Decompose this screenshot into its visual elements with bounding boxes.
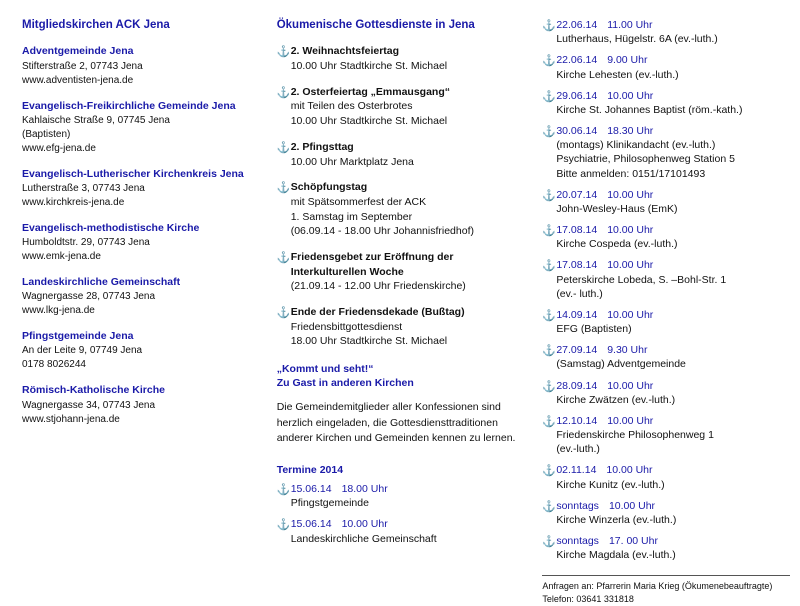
service-detail: 18.00 Uhr Stadtkirche St. Michael bbox=[290, 335, 448, 348]
entry-date: sonntags bbox=[556, 499, 599, 512]
church-entry bbox=[22, 329, 269, 372]
invitation-heading bbox=[277, 363, 531, 390]
footer-phone: Telefon: 03641 331818 bbox=[542, 593, 634, 604]
service-detail: mit Teilen des Osterbrotes bbox=[290, 100, 413, 113]
entry-location: Peterskirche Lobeda, S. –Bohl-Str. 1 bbox=[556, 273, 727, 286]
service-detail: mit Spätsommerfest der ACK bbox=[290, 195, 427, 208]
entry-date-time bbox=[556, 379, 790, 393]
church-note: (Baptisten) bbox=[22, 128, 71, 140]
footer-contact bbox=[542, 575, 790, 606]
service-item bbox=[277, 305, 531, 349]
anchor-icon: ⚓ bbox=[276, 519, 291, 532]
service-detail: 10.00 Uhr Marktplatz Jena bbox=[290, 155, 414, 168]
column-member-churches bbox=[10, 18, 277, 555]
church-name: Evangelisch-Lutherischer Kirchenkreis Jena bbox=[22, 167, 244, 180]
entry-location-detail: Psychiatrie, Philosophenweg Station 5 bbox=[556, 153, 735, 166]
anchor-icon: ⚓ bbox=[542, 380, 557, 393]
service-item bbox=[277, 180, 531, 239]
anchor-icon: ⚓ bbox=[542, 260, 557, 273]
entry-date-time bbox=[556, 223, 790, 237]
date-entry bbox=[542, 534, 790, 562]
service-item bbox=[277, 250, 531, 294]
date-entry bbox=[542, 223, 790, 251]
church-website: www.emk-jena.de bbox=[22, 251, 101, 263]
entry-date-time bbox=[556, 53, 790, 67]
entry-location: (Samstag) Adventgemeinde bbox=[556, 358, 686, 371]
anchor-icon: ⚓ bbox=[542, 415, 557, 428]
entry-location: Kirche Magdala (ev.-luth.) bbox=[556, 549, 676, 562]
entry-location: John-Wesley-Haus (EmK) bbox=[556, 202, 678, 215]
anchor-icon: ⚓ bbox=[542, 20, 557, 32]
entry-date: 29.06.14 bbox=[556, 89, 598, 102]
anchor-icon: ⚓ bbox=[542, 309, 557, 322]
entry-date-time bbox=[556, 534, 790, 548]
service-detail: (06.09.14 - 18.00 Uhr Johannisfriedhof) bbox=[290, 225, 474, 238]
service-title: 2. Osterfeiertag „Emmausgang“ bbox=[290, 85, 451, 98]
entry-date: 30.06.14 bbox=[556, 125, 598, 138]
church-name: Adventgemeinde Jena bbox=[22, 45, 134, 58]
church-address: Humboldtstr. 29, 07743 Jena bbox=[22, 237, 150, 249]
church-name: Evangelisch-methodistische Kirche bbox=[22, 221, 200, 234]
entry-date: 17.08.14 bbox=[556, 224, 598, 237]
entry-time: 10.00 Uhr bbox=[607, 414, 654, 427]
termin-date-time bbox=[291, 517, 531, 531]
anchor-icon: ⚓ bbox=[276, 86, 291, 99]
termin-entry bbox=[277, 482, 531, 510]
date-entry bbox=[542, 343, 790, 371]
entry-date-time bbox=[556, 463, 790, 477]
church-entry bbox=[22, 99, 269, 156]
church-name: Pfingstgemeinde Jena bbox=[22, 330, 134, 343]
anchor-icon: ⚓ bbox=[542, 345, 557, 358]
entry-time: 10.00 Uhr bbox=[607, 224, 654, 237]
date-entry bbox=[542, 124, 790, 181]
anchor-icon: ⚓ bbox=[542, 225, 557, 238]
entry-date-time bbox=[556, 499, 790, 513]
church-phone: 0178 8026244 bbox=[22, 359, 86, 371]
entry-date-time bbox=[556, 308, 790, 322]
church-website: www.lkg-jena.de bbox=[22, 305, 95, 317]
church-entry bbox=[22, 44, 269, 87]
entry-date: sonntags bbox=[556, 535, 599, 548]
termin-location: Landeskirchliche Gemeinschaft bbox=[290, 532, 437, 545]
entry-time: 9.30 Uhr bbox=[607, 344, 648, 357]
entry-location: Lutherhaus, Hügelstr. 6A (ev.-luth.) bbox=[556, 33, 718, 46]
entry-date: 27.09.14 bbox=[556, 344, 598, 357]
entry-time: 11.00 Uhr bbox=[607, 19, 653, 31]
date-entry bbox=[542, 258, 790, 301]
termin-time: 10.00 Uhr bbox=[341, 518, 388, 531]
termin-date: 15.06.14 bbox=[290, 518, 332, 531]
date-entry bbox=[542, 499, 790, 527]
entry-location: Kirche Lehesten (ev.-luth.) bbox=[556, 68, 679, 81]
entry-time: 10.00 Uhr bbox=[607, 259, 654, 272]
entry-date-time bbox=[556, 89, 790, 103]
entry-date: 14.09.14 bbox=[556, 308, 598, 321]
date-entry bbox=[542, 379, 790, 407]
entry-location: Kirche Kunitz (ev.-luth.) bbox=[556, 478, 665, 491]
termin-entry bbox=[277, 517, 531, 545]
column-ecumenical-services bbox=[277, 18, 539, 555]
entry-date-time bbox=[556, 188, 790, 202]
church-website: www.stjohann-jena.de bbox=[22, 413, 120, 425]
entry-time: 17. 00 Uhr bbox=[608, 535, 658, 548]
entry-location: Kirche Cospeda (ev.-luth.) bbox=[556, 238, 678, 251]
entry-date-time bbox=[556, 414, 790, 428]
middle-column-heading: Ökumenische Gottesdienste in Jena bbox=[276, 19, 475, 31]
entry-date: 22.06.14 bbox=[556, 54, 598, 67]
service-title: Schöpfungstag bbox=[290, 181, 368, 194]
date-entry bbox=[542, 18, 790, 46]
entry-time: 10.00 Uhr bbox=[608, 499, 656, 512]
service-title-cont: Interkulturellen Woche bbox=[290, 265, 404, 278]
church-entry bbox=[22, 275, 269, 318]
anchor-icon: ⚓ bbox=[276, 141, 291, 154]
entry-date: 12.10.14 bbox=[556, 414, 598, 427]
church-website: www.kirchkreis-jena.de bbox=[22, 196, 125, 208]
entry-time: 10.00 Uhr bbox=[607, 89, 654, 102]
date-entry bbox=[542, 89, 790, 117]
invitation-heading-line2: Zu Gast in anderen Kirchen bbox=[276, 376, 414, 389]
service-detail: 10.00 Uhr Stadtkirche St. Michael bbox=[290, 115, 448, 128]
service-title: 2. Pfingsttag bbox=[290, 140, 354, 153]
entry-location: (montags) Klinikandacht (ev.-luth.) bbox=[556, 139, 716, 152]
anchor-icon: ⚓ bbox=[276, 46, 291, 59]
column-dates-continued bbox=[538, 18, 790, 604]
entry-date-time bbox=[556, 258, 790, 272]
date-entry bbox=[542, 188, 790, 216]
entry-registration-note: Bitte anmelden: 0151/17101493 bbox=[556, 167, 706, 180]
termin-location: Pfingstgemeinde bbox=[290, 497, 369, 510]
termin-date: 15.06.14 bbox=[290, 483, 332, 495]
church-address: Wagnergasse 28, 07743 Jena bbox=[22, 291, 156, 303]
church-address: An der Leite 9, 07749 Jena bbox=[22, 345, 143, 357]
entry-time: 10.00 Uhr bbox=[607, 379, 654, 392]
anchor-icon: ⚓ bbox=[276, 182, 291, 195]
church-name: Evangelisch-Freikirchliche Gemeinde Jena bbox=[22, 99, 236, 112]
church-website: www.efg-jena.de bbox=[22, 142, 96, 154]
church-website: www.adventisten-jena.de bbox=[22, 74, 134, 86]
service-detail: 10.00 Uhr Stadtkirche St. Michael bbox=[290, 60, 448, 73]
entry-location: Friedenskirche Philosophenweg 1 bbox=[556, 429, 714, 442]
anchor-icon: ⚓ bbox=[542, 189, 557, 202]
anchor-icon: ⚓ bbox=[542, 90, 557, 103]
termin-date-time bbox=[291, 482, 531, 496]
termin-time: 18.00 Uhr bbox=[341, 483, 388, 495]
entry-date: 17.08.14 bbox=[556, 259, 598, 272]
service-detail: Friedensbittgottesdienst bbox=[290, 320, 403, 333]
date-entry bbox=[542, 53, 790, 81]
service-item bbox=[277, 140, 531, 169]
church-address: Kahlaische Straße 9, 07745 Jena bbox=[22, 114, 170, 126]
entry-time: 10.00 Uhr bbox=[607, 188, 654, 201]
church-entry bbox=[22, 221, 269, 264]
entry-time: 10.00 Uhr bbox=[607, 308, 654, 321]
entry-date: 20.07.14 bbox=[556, 188, 598, 201]
church-entry bbox=[22, 383, 269, 426]
church-address: Lutherstraße 3, 07743 Jena bbox=[22, 182, 145, 194]
anchor-icon: ⚓ bbox=[276, 307, 291, 319]
anchor-icon: ⚓ bbox=[276, 251, 291, 264]
anchor-icon: ⚓ bbox=[276, 484, 291, 496]
date-entry bbox=[542, 414, 790, 457]
service-title: 2. Weihnachtsfeiertag bbox=[290, 45, 400, 58]
entry-time: 10.00 Uhr bbox=[606, 464, 653, 477]
church-name: Landeskirchliche Gemeinschaft bbox=[22, 276, 181, 289]
service-title: Ende der Friedensdekade (Bußtag) bbox=[290, 306, 465, 318]
invitation-heading-line1: „Kommt und seht!“ bbox=[276, 363, 374, 376]
church-address: Wagnergasse 34, 07743 Jena bbox=[22, 399, 156, 411]
entry-date-time bbox=[556, 343, 790, 357]
service-item bbox=[277, 44, 531, 73]
date-entry bbox=[542, 308, 790, 336]
church-entry bbox=[22, 167, 269, 210]
anchor-icon: ⚓ bbox=[542, 55, 557, 68]
entry-location-detail: (ev.- luth.) bbox=[556, 287, 603, 300]
service-detail: (21.09.14 - 12.00 Uhr Friedenskirche) bbox=[290, 280, 466, 293]
church-name: Römisch-Katholische Kirche bbox=[22, 384, 165, 397]
footer-contact-person: Anfragen an: Pfarrerin Maria Krieg (Ökumenebeauftragte) bbox=[542, 580, 773, 591]
termine-heading: Termine 2014 bbox=[276, 464, 344, 476]
service-detail: 1. Samstag im September bbox=[290, 210, 413, 223]
entry-location-detail: (ev.-luth.) bbox=[556, 443, 600, 456]
entry-time: 9.00 Uhr bbox=[607, 54, 648, 67]
entry-date-time bbox=[556, 18, 790, 32]
entry-date: 22.06.14 bbox=[556, 19, 598, 31]
entry-time: 18.30 Uhr bbox=[607, 125, 654, 138]
entry-location: EFG (Baptisten) bbox=[556, 323, 632, 336]
anchor-icon: ⚓ bbox=[542, 465, 557, 478]
date-entry bbox=[542, 463, 790, 491]
church-address: Stifterstraße 2, 07743 Jena bbox=[22, 60, 143, 72]
anchor-icon: ⚓ bbox=[542, 500, 557, 513]
entry-date: 02.11.14 bbox=[556, 464, 597, 477]
invitation-text: Die Gemeindemitglieder aller Konfessionen sind herzlich eingeladen, die Gottesdiensttraditionen anderer Kirchen und Gemeinden kennen zu lernen. bbox=[276, 401, 516, 444]
service-item bbox=[277, 85, 531, 129]
anchor-icon: ⚓ bbox=[542, 126, 557, 139]
anchor-icon: ⚓ bbox=[542, 536, 557, 549]
left-column-heading: Mitgliedskirchen ACK Jena bbox=[22, 19, 170, 31]
entry-location: Kirche St. Johannes Baptist (röm.-kath.) bbox=[556, 103, 743, 116]
service-title: Friedensgebet zur Eröffnung der bbox=[290, 250, 454, 263]
entry-date-time bbox=[556, 124, 790, 138]
entry-location: Kirche Zwätzen (ev.-luth.) bbox=[556, 393, 676, 406]
entry-location: Kirche Winzerla (ev.-luth.) bbox=[556, 513, 677, 526]
entry-date: 28.09.14 bbox=[556, 379, 598, 392]
